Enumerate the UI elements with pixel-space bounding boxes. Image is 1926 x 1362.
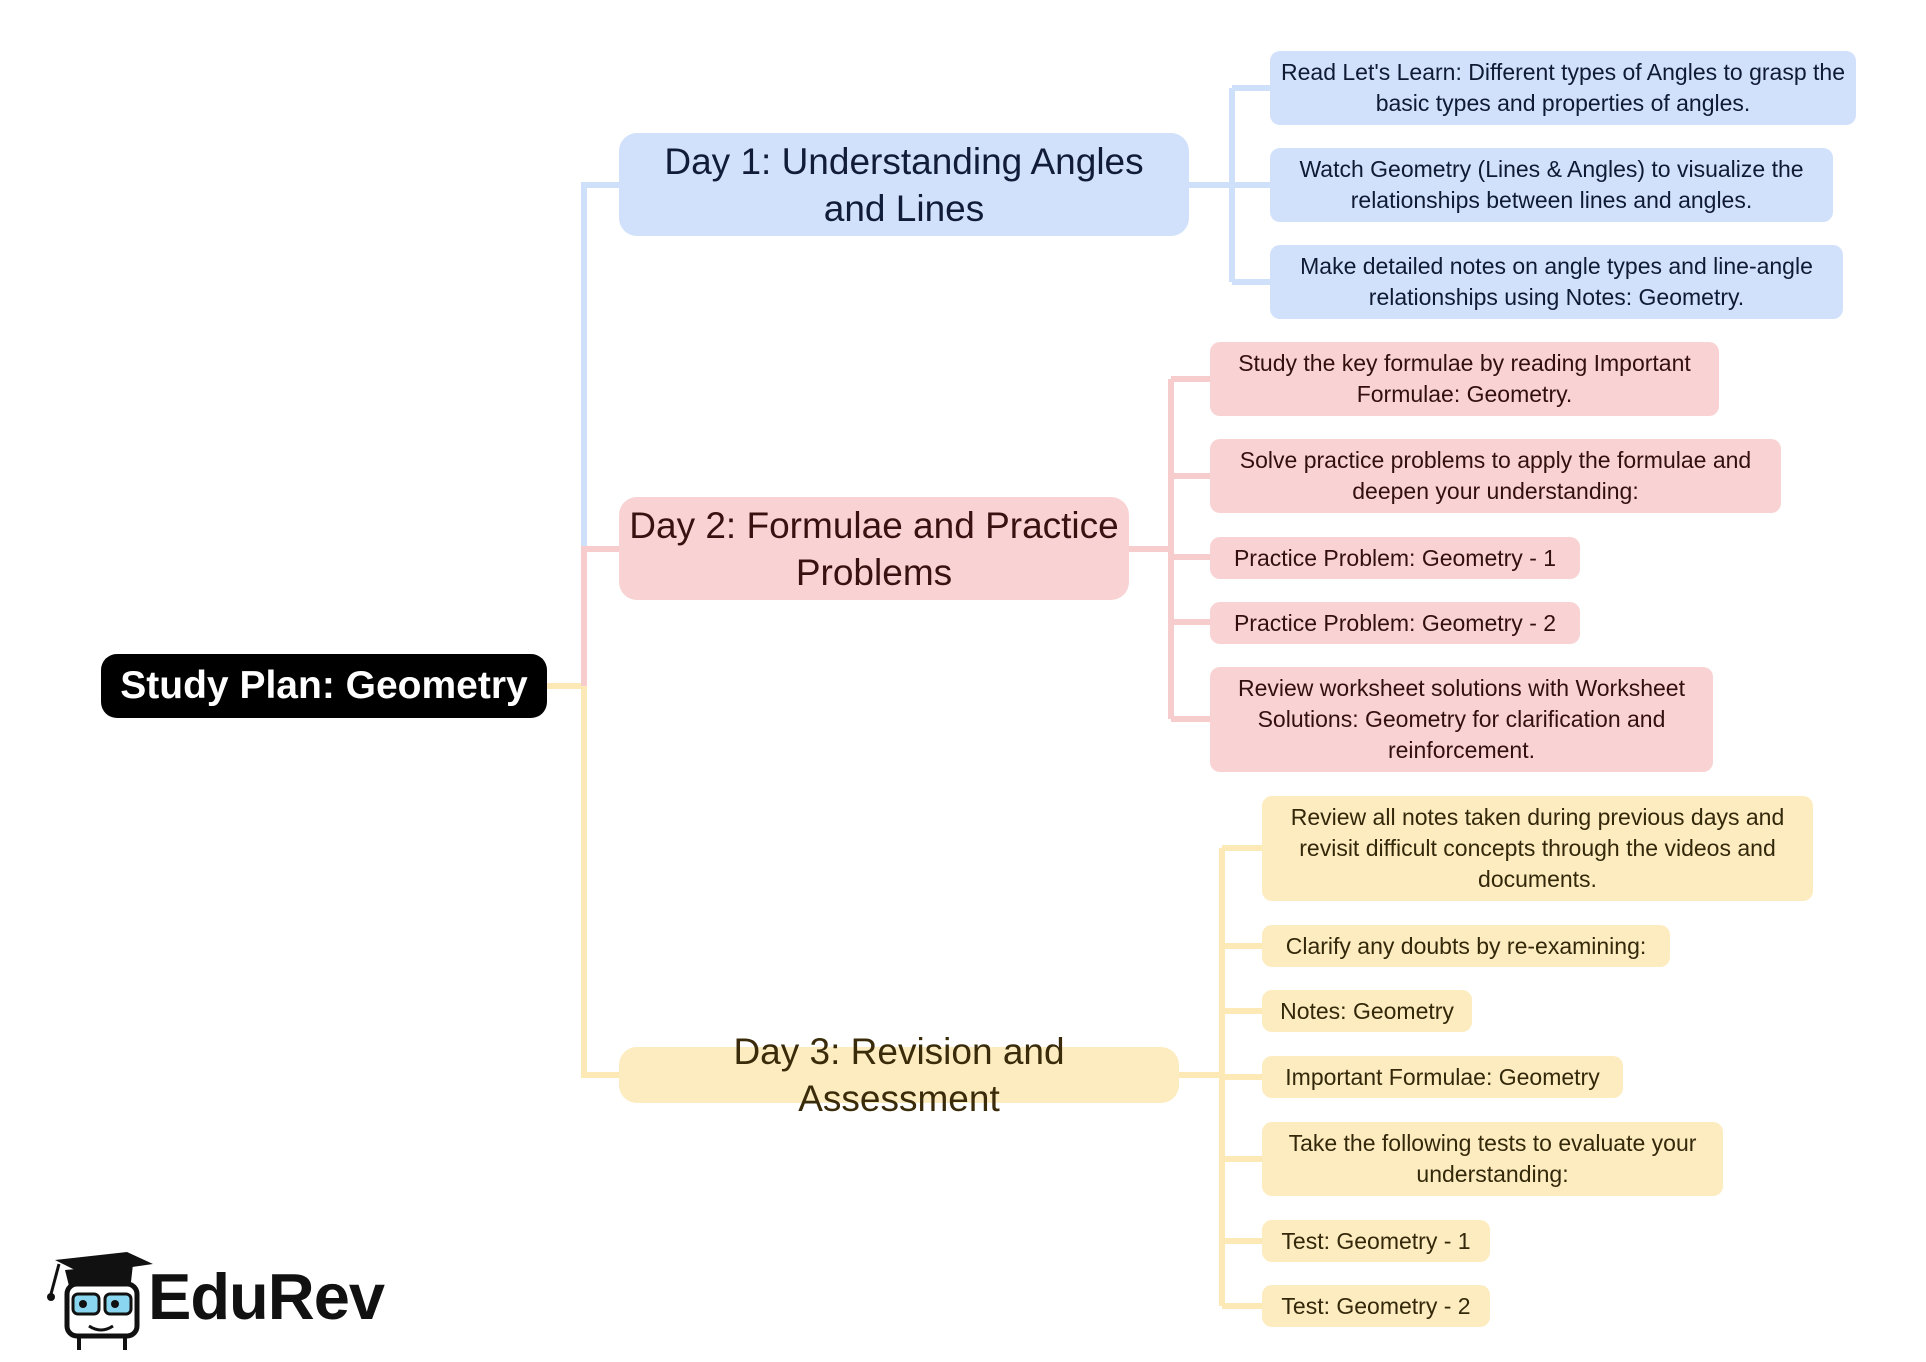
trunk-day3: [584, 686, 619, 1075]
day2-item: Review worksheet solutions with Worksheet Solutions: Geometry for clarification and reinforcement.: [1210, 667, 1713, 772]
brand-name: EduRev: [148, 1260, 385, 1333]
day2-item: Solve practice problems to apply the formulae and deepen your understanding:: [1210, 439, 1781, 513]
day1-node: Day 1: Understanding Angles and Lines: [619, 133, 1189, 236]
trunk-day1: [584, 185, 619, 686]
graduation-cap-icon: [35, 1242, 155, 1362]
trunk-day2: [584, 549, 619, 686]
day3-item: Important Formulae: Geometry: [1262, 1056, 1623, 1098]
day1-branch: [1189, 88, 1270, 282]
day3-branch: [1179, 848, 1262, 1306]
day3-node: Day 3: Revision and Assessment: [619, 1047, 1179, 1103]
day2-node: Day 2: Formulae and Practice Problems: [619, 497, 1129, 600]
day1-item: Read Let's Learn: Different types of Angles to grasp the basic types and properties of angles.: [1270, 51, 1856, 125]
day2-branch: [1129, 379, 1210, 719]
day1-item: Make detailed notes on angle types and line-angle relationships using Notes: Geometry.: [1270, 245, 1843, 319]
day2-item: Practice Problem: Geometry - 1: [1210, 537, 1580, 579]
root-node: Study Plan: Geometry: [101, 654, 547, 718]
day3-item: Clarify any doubts by re-examining:: [1262, 925, 1670, 967]
day2-item: Study the key formulae by reading Important Formulae: Geometry.: [1210, 342, 1719, 416]
day3-item: Review all notes taken during previous days and revisit difficult concepts through the videos and documents.: [1262, 796, 1813, 901]
day3-item: Take the following tests to evaluate your understanding:: [1262, 1122, 1723, 1196]
day3-item: Notes: Geometry: [1262, 990, 1472, 1032]
day2-item: Practice Problem: Geometry - 2: [1210, 602, 1580, 644]
day1-item: Watch Geometry (Lines & Angles) to visualize the relationships between lines and angles.: [1270, 148, 1833, 222]
day3-item: Test: Geometry - 2: [1262, 1285, 1490, 1327]
day3-item: Test: Geometry - 1: [1262, 1220, 1490, 1262]
